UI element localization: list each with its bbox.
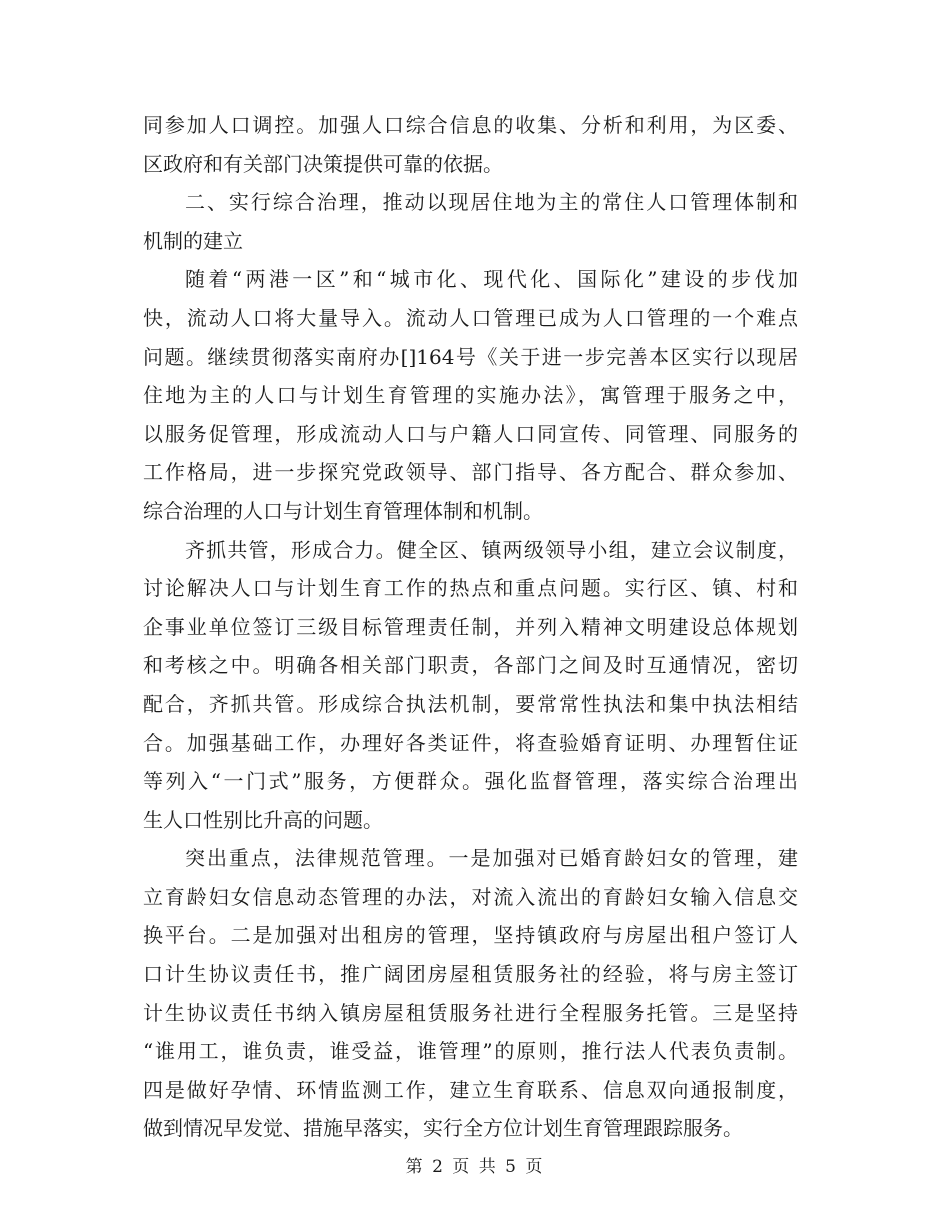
text-line: “谁用工，谁负责，谁受益，谁管理”的原则，推行法人代表负责制。 xyxy=(143,1039,798,1064)
text-line: 立育龄妇女信息动态管理的办法，对流入流出的育龄妇女输入信息交 xyxy=(143,884,798,909)
text-line: 同参加人口调控。加强人口综合信息的收集、分析和利用，为区委、 xyxy=(143,113,798,137)
text-line: 问题。继续贯彻落实南府办[]164号《关于进一步完善本区实行以现居 xyxy=(143,344,798,369)
text-line: 四是做好孕情、环情监测工作，建立生育联系、信息双向通报制度， xyxy=(143,1077,798,1102)
text-line: 合。加强基础工作，办理好各类证件，将查验婚育证明、办理暂住证 xyxy=(143,730,798,755)
paragraph xyxy=(143,260,798,530)
paragraph xyxy=(143,531,798,840)
text-line: 计生协议责任书纳入镇房屋租赁服务社进行全程服务托管。三是坚持 xyxy=(143,1000,798,1025)
text-line: 二、实行综合治理，推动以现居住地为主的常住人口管理体制和 xyxy=(185,190,798,215)
page-footer: 第 2 页 共 5 页 xyxy=(405,1157,545,1177)
paragraph xyxy=(143,183,798,260)
text-line: 突出重点，法律规范管理。一是加强对已婚育龄妇女的管理，建 xyxy=(185,846,798,871)
document-body xyxy=(143,106,798,1148)
text-line: 机制的建立 xyxy=(143,228,243,253)
paragraph xyxy=(143,106,798,183)
text-line: 快，流动人口将大量导入。流动人口管理已成为人口管理的一个难点 xyxy=(143,305,798,330)
text-line: 讨论解决人口与计划生育工作的热点和重点问题。实行区、镇、村和 xyxy=(143,576,798,601)
text-line: 随着“两港一区”和“城市化、现代化、国际化”建设的步伐加 xyxy=(185,267,798,292)
text-line: 企事业单位签订三级目标管理责任制，并列入精神文明建设总体规划 xyxy=(143,614,798,639)
text-line: 以服务促管理，形成流动人口与户籍人口同宣传、同管理、同服务的 xyxy=(143,421,798,446)
text-line: 齐抓共管，形成合力。健全区、镇两级领导小组，建立会议制度， xyxy=(185,537,798,562)
paragraph xyxy=(143,839,798,1148)
text-line: 区政府和有关部门决策提供可靠的依据。 xyxy=(143,151,503,176)
text-line: 综合治理的人口与计划生育管理体制和机制。 xyxy=(143,498,543,523)
text-line: 做到情况早发觉、措施早落实，实行全方位计划生育管理跟踪服务。 xyxy=(143,1116,743,1141)
text-line: 配合，齐抓共管。形成综合执法机制，要常常性执法和集中执法相结 xyxy=(143,691,798,716)
text-line: 换平台。二是加强对出租房的管理，坚持镇政府与房屋出租户签订人 xyxy=(143,923,798,948)
text-line: 生人口性别比升高的问题。 xyxy=(143,807,383,832)
text-line: 住地为主的人口与计划生育管理的实施办法》，寓管理于服务之中， xyxy=(143,383,798,408)
text-line: 等列入“一门式”服务，方便群众。强化监督管理，落实综合治理出 xyxy=(143,769,798,794)
text-line: 和考核之中。明确各相关部门职责，各部门之间及时互通情况，密切 xyxy=(143,653,798,678)
text-line: 工作格局，进一步探究党政领导、部门指导、各方配合、群众参加、 xyxy=(143,460,798,485)
text-line: 口计生协议责任书，推广阔团房屋租赁服务社的经验，将与房主签订 xyxy=(143,962,798,987)
